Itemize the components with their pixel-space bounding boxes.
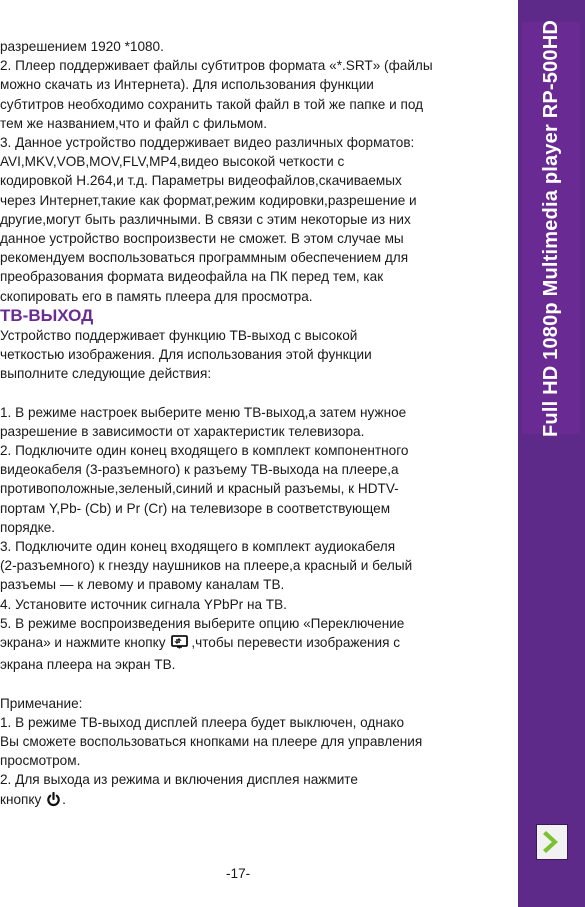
- text-line: 2. Подключите один конец входящего в комплект компонентного: [0, 443, 409, 459]
- text-line: разрешением 1920 *1080.: [0, 39, 164, 54]
- text-line: противоположные,зеленый,синий и красный разъемы, к HDTV-: [0, 481, 399, 497]
- text-line-with-icon: [0, 633, 508, 655]
- text-fragment: экрана» и нажмите кнопку: [0, 635, 170, 651]
- product-title-banner: [522, 19, 580, 437]
- text-line: порядке.: [0, 519, 56, 535]
- text-line: можно скачать из Интернета). Для использования функции: [0, 77, 374, 93]
- text-line: преобразования формата видеофайла на ПК перед тем, как: [0, 269, 384, 285]
- text-line: через Интернет,такие как формат,режим кодировки,разрешение и: [0, 192, 417, 208]
- text-line: 3. Данное устройство поддерживает видео различных форматов:: [0, 135, 415, 151]
- text-line: четкостью изображения. Для использования этой функции: [0, 347, 372, 363]
- text-line: 1. В режиме настроек выберите меню ТВ-выход,а затем нужное: [0, 404, 407, 420]
- text-fragment: кнопку: [0, 791, 46, 807]
- text-line: выполните следующие действия:: [0, 366, 212, 382]
- text-line: 1. В режиме ТВ-выход дисплей плеера будет выключен, однако: [0, 714, 405, 730]
- text-line: субтитров необходимо сохранить такой файл в той же папке и под: [0, 96, 424, 112]
- paragraph-gap: [0, 383, 508, 402]
- text-line: 5. В режиме воспроизведения выберите опцию «Переключение: [0, 615, 405, 631]
- note-label: Примечание:: [0, 695, 83, 711]
- text-line: кодировкой H.264,и т.д. Параметры видеофайлов,скачиваемых: [0, 173, 402, 189]
- paragraph-gap: [0, 674, 508, 693]
- text-line: (2-разъемного) к гнезду наушников на плеере,а красный и белый: [0, 558, 413, 574]
- text-line: 2. Для выхода из режима и включения дисплея нажмите: [0, 772, 358, 788]
- text-line: видеокабеля (3-разъемного) к разъему ТВ-выхода на плеере,а: [0, 462, 399, 478]
- next-page-button[interactable]: [536, 824, 568, 860]
- text-fragment: ,чтобы перевести изображения с: [191, 635, 401, 651]
- text-line: Устройство поддерживает функцию ТВ-выход с высокой: [0, 327, 358, 343]
- text-fragment: .: [62, 791, 66, 807]
- text-line: данное устройство воспроизвести не сможет. В этом случае мы: [0, 231, 404, 247]
- text-line: разъемы — к левому и правому каналам ТВ.: [0, 577, 285, 593]
- text-line: портам Y,Pb- (Cb) и Pr (Cr) на телевизоре в соответствующем: [0, 500, 391, 516]
- manual-page-content: [0, 37, 508, 812]
- section-heading: ТВ-ВЫХОД: [0, 305, 94, 325]
- text-line: AVI,MKV,VOB,MOV,FLV,MP4,видео высокой четкости с: [0, 154, 345, 170]
- text-line: рекомендуем воспользоваться программным обеспечением для: [0, 250, 409, 266]
- text-line: 4. Установите источник сигнала YPbPr на ТВ.: [0, 596, 287, 612]
- text-line: скопировать его в память плеера для просмотра.: [0, 288, 313, 304]
- chevron-right-icon: [541, 828, 563, 856]
- text-line: просмотром.: [0, 753, 81, 769]
- text-line: другие,могут быть различными. В связи с этим некоторые из них: [0, 211, 411, 227]
- text-line: 3. Подключите один конец входящего в комплект аудиокабеля: [0, 539, 396, 555]
- product-title: Full HD 1080p Multimedia player RP-500HD: [539, 19, 562, 437]
- power-icon: [46, 792, 61, 812]
- text-line: экрана плеера на экран ТВ.: [0, 657, 176, 673]
- text-line: разрешение в зависимости от характеристик телевизора.: [0, 423, 365, 439]
- text-line: 2. Плеер поддерживает файлы субтитров формата «*.SRT» (файлы: [0, 58, 433, 74]
- text-line-with-icon: [0, 790, 508, 812]
- page-number: -17-: [226, 866, 251, 881]
- text-line: тем же названием,что и файл с фильмом.: [0, 115, 268, 131]
- screen-switch-icon: [170, 635, 190, 655]
- text-line: Вы сможете воспользоваться кнопками на плеере для управления: [0, 734, 423, 750]
